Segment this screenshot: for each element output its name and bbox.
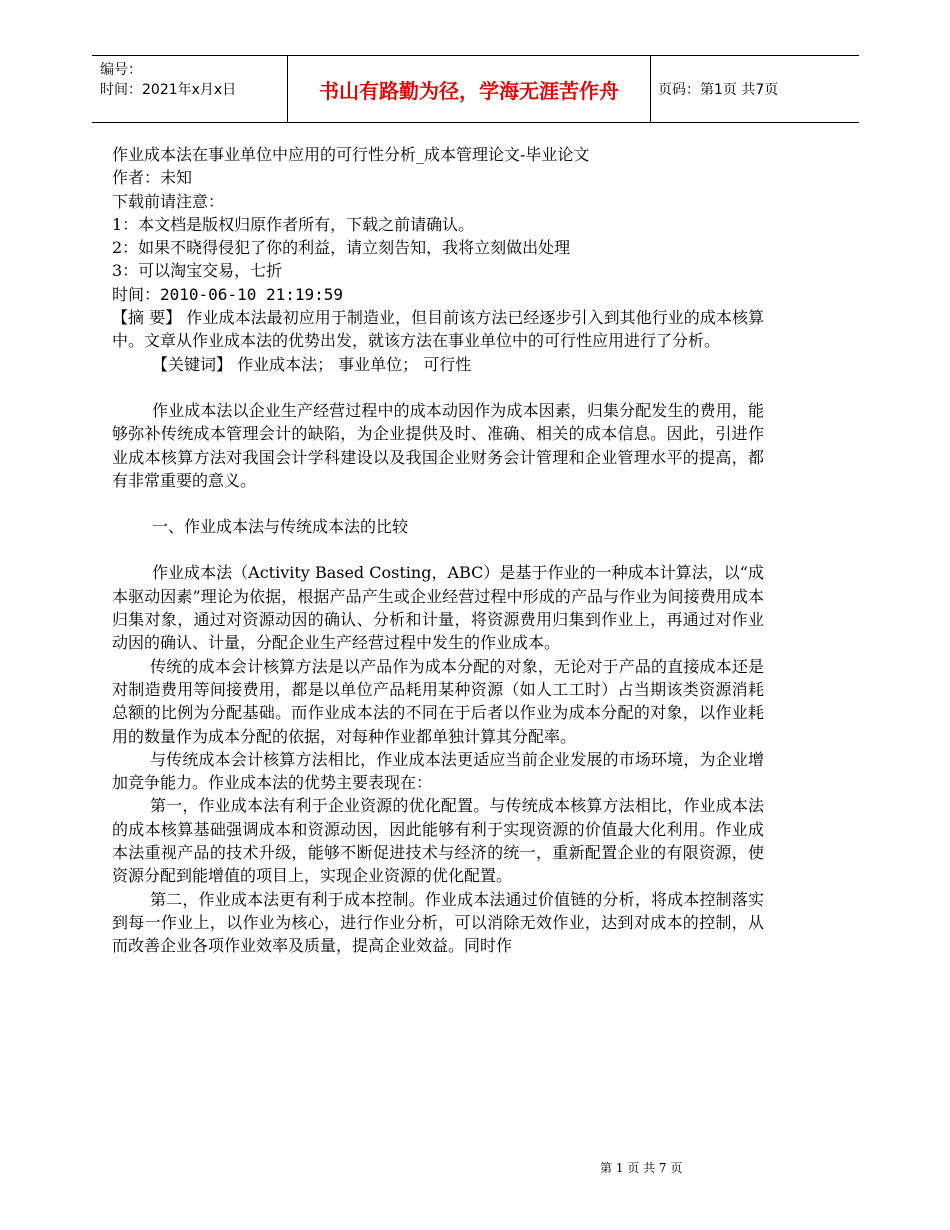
header-motto: 书山有路勤为径，学海无涯苦作舟 (287, 56, 651, 122)
header-meta (100, 60, 236, 100)
paragraph-second: 第二，作业成本法更有利于成本控制。作业成本法通过价值链的分析，将成本控制落实到每一作业上，以作业为核心，进行作业分析，可以消除无效作业，达到对成本的控制，从而改善企业各项作业效率及质量，提高企业效益。同时作 (112, 889, 764, 956)
notice-item-3: 3：可以淘宝交易，七折 (112, 261, 283, 281)
abstract: 【摘 要】 作业成本法最初应用于制造业，但目前该方法已经逐步引入到其他行业的成本核算中。文章从作业成本法的优势出发，就该方法在事业单位中的可行性应用进行了分析。 (112, 308, 764, 351)
doc-title: 作业成本法在事业单位中应用的可行性分析_成本管理论文-毕业论文 (112, 145, 590, 164)
notice-heading: 下载前请注意： (112, 191, 225, 211)
document-body (112, 143, 764, 958)
paragraph-definition: 作业成本法（Activity Based Costing，ABC）是基于作业的一种成本计算法，以“成本驱动因素”理论为依据，根据产品产生或企业经营过程中形成的产品与作业为间接费用成本归集对象，通过对资源动因的确认、分析和计量，将资源费用归集到作业上，再通过对作业动因的确认、计量，分配企业生产经营过程中发生的作业成本。 (112, 563, 764, 653)
header-page-info: 页码：第1页 共7页 (658, 82, 779, 98)
doc-author: 作者：未知 (112, 168, 193, 188)
serial-label: 编号： (100, 62, 142, 78)
notice-item-2: 2：如果不晓得侵犯了你的利益，请立刻告知，我将立刻做出处理 (112, 238, 571, 258)
notice-item-1: 1：本文档是版权归原作者所有，下载之前请确认。 (112, 214, 475, 234)
page-footer: 第 1 页 共 7 页 (600, 1161, 683, 1175)
date-label: 时间：2021年x月x日 (100, 82, 237, 98)
paragraph-intro: 作业成本法以企业生产经营过程中的成本动因作为成本因素，归集分配发生的费用，能够弥补传统成本管理会计的缺陷，为企业提供及时、准确、相关的成本信息。因此，引进作业成本核算方法对我国会计学科建设以及我国企业财务会计管理和企业管理水平的提高，都有非常重要的意义。 (112, 400, 764, 490)
spacer (112, 492, 764, 515)
spacer (112, 376, 764, 399)
spacer (112, 538, 764, 561)
section-heading-1: 一、作业成本法与传统成本法的比较 (152, 517, 409, 537)
page-header (92, 55, 859, 123)
doc-time: 时间：2010-06-10 21:19:59 (112, 284, 344, 304)
keywords: 【关键词】 作业成本法； 事业单位； 可行性 (152, 354, 472, 374)
paragraph-first: 第一，作业成本法有利于企业资源的优化配置。与传统成本核算方法相比，作业成本法的成本核算基础强调成本和资源动因，因此能够有利于实现资源的价值最大化利用。作业成本法重视产品的技术升级，能够不断促进技术与经济的统一，重新配置企业的有限资源，使资源分配到能增值的项目上，实现企业资源的优化配置。 (112, 796, 764, 886)
paragraph-traditional: 传统的成本会计核算方法是以产品作为成本分配的对象，无论对于产品的直接成本还是对制造费用等间接费用，都是以单位产品耗用某种资源（如人工工时）占当期该类资源消耗总额的比例为分配基础。而作业成本法的不同在于后者以作业为成本分配的对象，以作业耗用的数量作为成本分配的依据，对每种作业都单独计算其分配率。 (112, 656, 764, 746)
paragraph-compare: 与传统成本会计核算方法相比，作业成本法更适应当前企业发展的市场环境，为企业增加竞争能力。作业成本法的优势主要表现在： (112, 749, 764, 793)
